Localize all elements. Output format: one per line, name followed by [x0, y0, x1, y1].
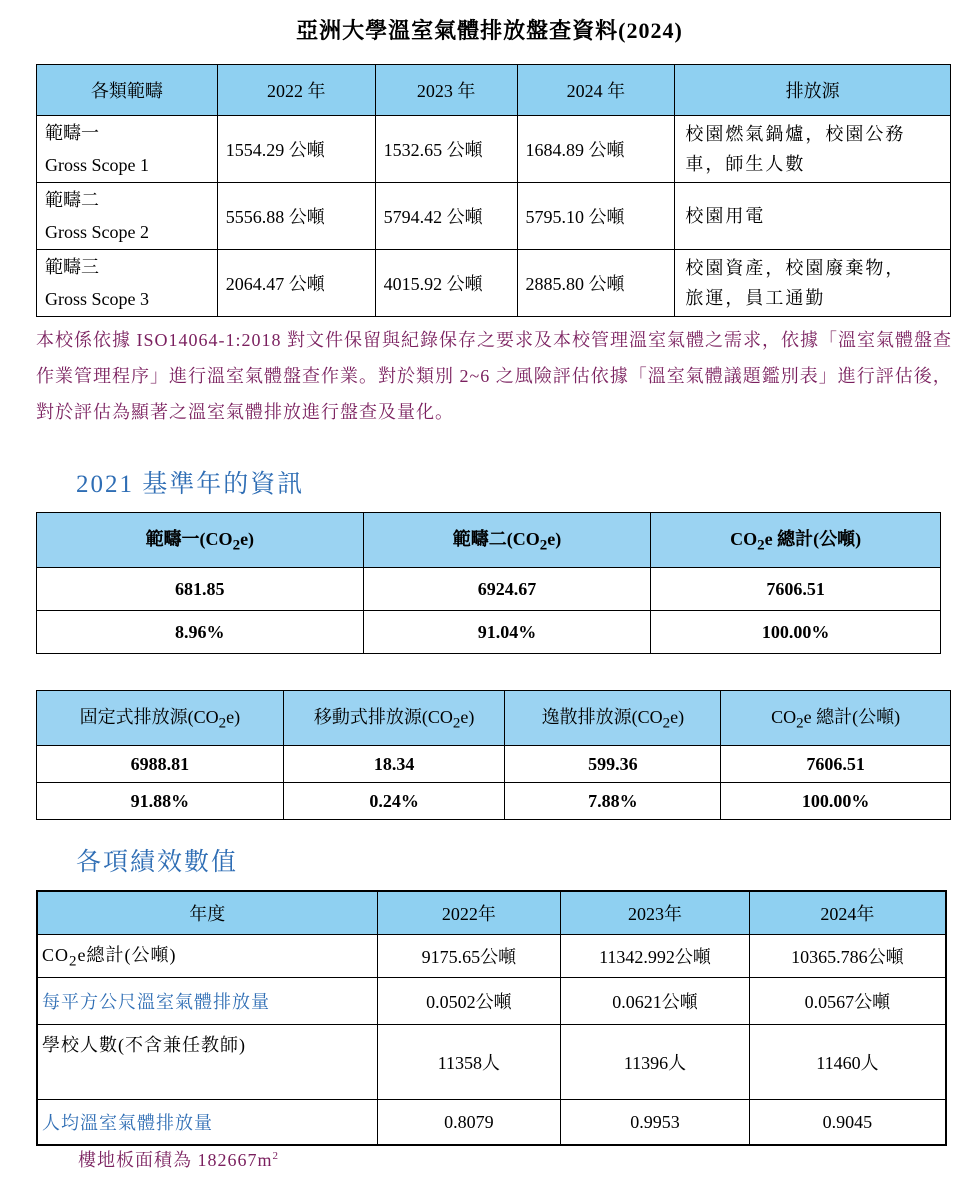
table-row: [37, 568, 941, 611]
table-cell: 8.96%: [37, 611, 364, 654]
table-cell: 0.24%: [283, 783, 505, 820]
value-2022: 2064.47 公噸: [217, 250, 375, 317]
table-cell: 0.9045: [749, 1100, 946, 1146]
table-header-row: [37, 691, 951, 746]
column-header: 逸散排放源$(CO_2e)$: [505, 691, 721, 746]
section-heading-baseline: 2021 基準年的資訊: [76, 471, 305, 498]
scope-emissions-table: [36, 64, 951, 317]
table-cell: 0.9953: [561, 1100, 750, 1146]
section-heading-performance: 各項績效數值: [76, 849, 239, 876]
table-header-row: [37, 65, 951, 116]
value-2024: 2885.80 公噸: [517, 250, 675, 317]
table-row: [37, 978, 946, 1025]
table-cell: 0.8079: [377, 1100, 561, 1146]
table-row: [37, 935, 946, 978]
column-header: 固定式排放源$(CO_2e)$: [37, 691, 284, 746]
column-header: 年度: [37, 891, 377, 935]
source-line: 校園用電: [685, 206, 766, 226]
table-cell: 0.0502公噸: [377, 978, 561, 1025]
value-2023: 1532.65 公噸: [375, 116, 517, 183]
table-row: [37, 183, 951, 250]
column-header: 2024年: [749, 891, 946, 935]
column-header: 範疇一$(CO_2e)$: [37, 513, 364, 568]
table-cell: 91.88%: [37, 783, 284, 820]
table-row: [37, 783, 951, 820]
scope-en: Gross Scope 2: [45, 222, 149, 242]
scope-en: Gross Scope 1: [45, 155, 149, 175]
value-2024: 5795.10 公噸: [517, 183, 675, 250]
table-row: [37, 746, 951, 783]
scope-cell: [37, 116, 218, 183]
table-cell: 18.34: [283, 746, 505, 783]
row-label: 每平方公尺溫室氣體排放量: [37, 978, 377, 1025]
table-row: [37, 1025, 946, 1100]
table-header-row: [37, 513, 941, 568]
source-line: 校園燃氣鍋爐，校園公務: [685, 124, 906, 144]
table-row: [37, 1100, 946, 1146]
table-header-row: [37, 891, 946, 935]
page-title: 亞洲大學溫室氣體排放盤查資料(2024): [296, 18, 683, 43]
table-cell: 100.00%: [651, 611, 941, 654]
table-cell: 100.00%: [721, 783, 951, 820]
table-cell: 6924.67: [363, 568, 651, 611]
column-header: 2024 年: [517, 65, 675, 116]
source-line: 旅運，員工通勤: [685, 288, 826, 308]
source-cell: [675, 116, 951, 183]
column-header: $CO_2e$ 總計(公噸): [721, 691, 951, 746]
row-label: 學校人數(不含兼任教師): [37, 1025, 377, 1100]
table-cell: 9175.65公噸: [377, 935, 561, 978]
row-label: 人均溫室氣體排放量: [37, 1100, 377, 1146]
value-2022: 1554.29 公噸: [217, 116, 375, 183]
table-cell: 7606.51: [651, 568, 941, 611]
scope-cell: [37, 183, 218, 250]
column-header: 移動式排放源$(CO_2e)$: [283, 691, 505, 746]
column-header: 2022年: [377, 891, 561, 935]
source-cell: [675, 183, 951, 250]
table-cell: 7606.51: [721, 746, 951, 783]
row-label: $CO_2e$總計(公噸): [37, 935, 377, 978]
source-line: 車，師生人數: [685, 154, 806, 174]
column-header: $CO_2e$ 總計(公噸): [651, 513, 941, 568]
column-header: 範疇二$(CO_2e)$: [363, 513, 651, 568]
value-2023: 4015.92 公噸: [375, 250, 517, 317]
scope-cell: [37, 250, 218, 317]
value-2022: 5556.88 公噸: [217, 183, 375, 250]
column-header: 2023 年: [375, 65, 517, 116]
value-2023: 5794.42 公噸: [375, 183, 517, 250]
baseline-source-table: [36, 690, 951, 820]
column-header: 各類範疇: [37, 65, 218, 116]
source-line: 校園資產，校園廢棄物，: [685, 258, 906, 278]
table-cell: 11358人: [377, 1025, 561, 1100]
table-cell: 91.04%: [363, 611, 651, 654]
table-cell: 0.0567公噸: [749, 978, 946, 1025]
source-cell: [675, 250, 951, 317]
table-cell: 681.85: [37, 568, 364, 611]
scope-en: Gross Scope 3: [45, 289, 149, 309]
value-2024: 1684.89 公噸: [517, 116, 675, 183]
table-cell: 11396人: [561, 1025, 750, 1100]
table-cell: 10365.786公噸: [749, 935, 946, 978]
scope-zh: 範疇三: [45, 257, 99, 277]
column-header: 2023年: [561, 891, 750, 935]
scope-zh: 範疇二: [45, 190, 99, 210]
table-row: [37, 116, 951, 183]
baseline-scope-table: [36, 512, 941, 654]
table-cell: 599.36: [505, 746, 721, 783]
performance-table: [36, 890, 947, 1146]
table-cell: 11460人: [749, 1025, 946, 1100]
table-cell: 7.88%: [505, 783, 721, 820]
table-row: [37, 250, 951, 317]
methodology-note: 本校係依據 ISO14064-1:2018 對文件保留與紀錄保存之要求及本校管理溫室氣體之需求，依據「溫室氣體盤查作業管理程序」進行溫室氣體盤查作業。對於類別 2~6 之風險評估依據「溫室氣體議題鑑別表」進行評估後，對於評估為顯著之溫室氣體排放進行盤查及量化。: [36, 330, 952, 422]
table-cell: 6988.81: [37, 746, 284, 783]
scope-zh: 範疇一: [45, 123, 99, 143]
column-header: 排放源: [675, 65, 951, 116]
table-cell: 0.0621公噸: [561, 978, 750, 1025]
table-row: [37, 611, 941, 654]
table-cell: 11342.992公噸: [561, 935, 750, 978]
floor-area-note: 樓地板面積為 $182667m^2$: [78, 1150, 280, 1170]
column-header: 2022 年: [217, 65, 375, 116]
